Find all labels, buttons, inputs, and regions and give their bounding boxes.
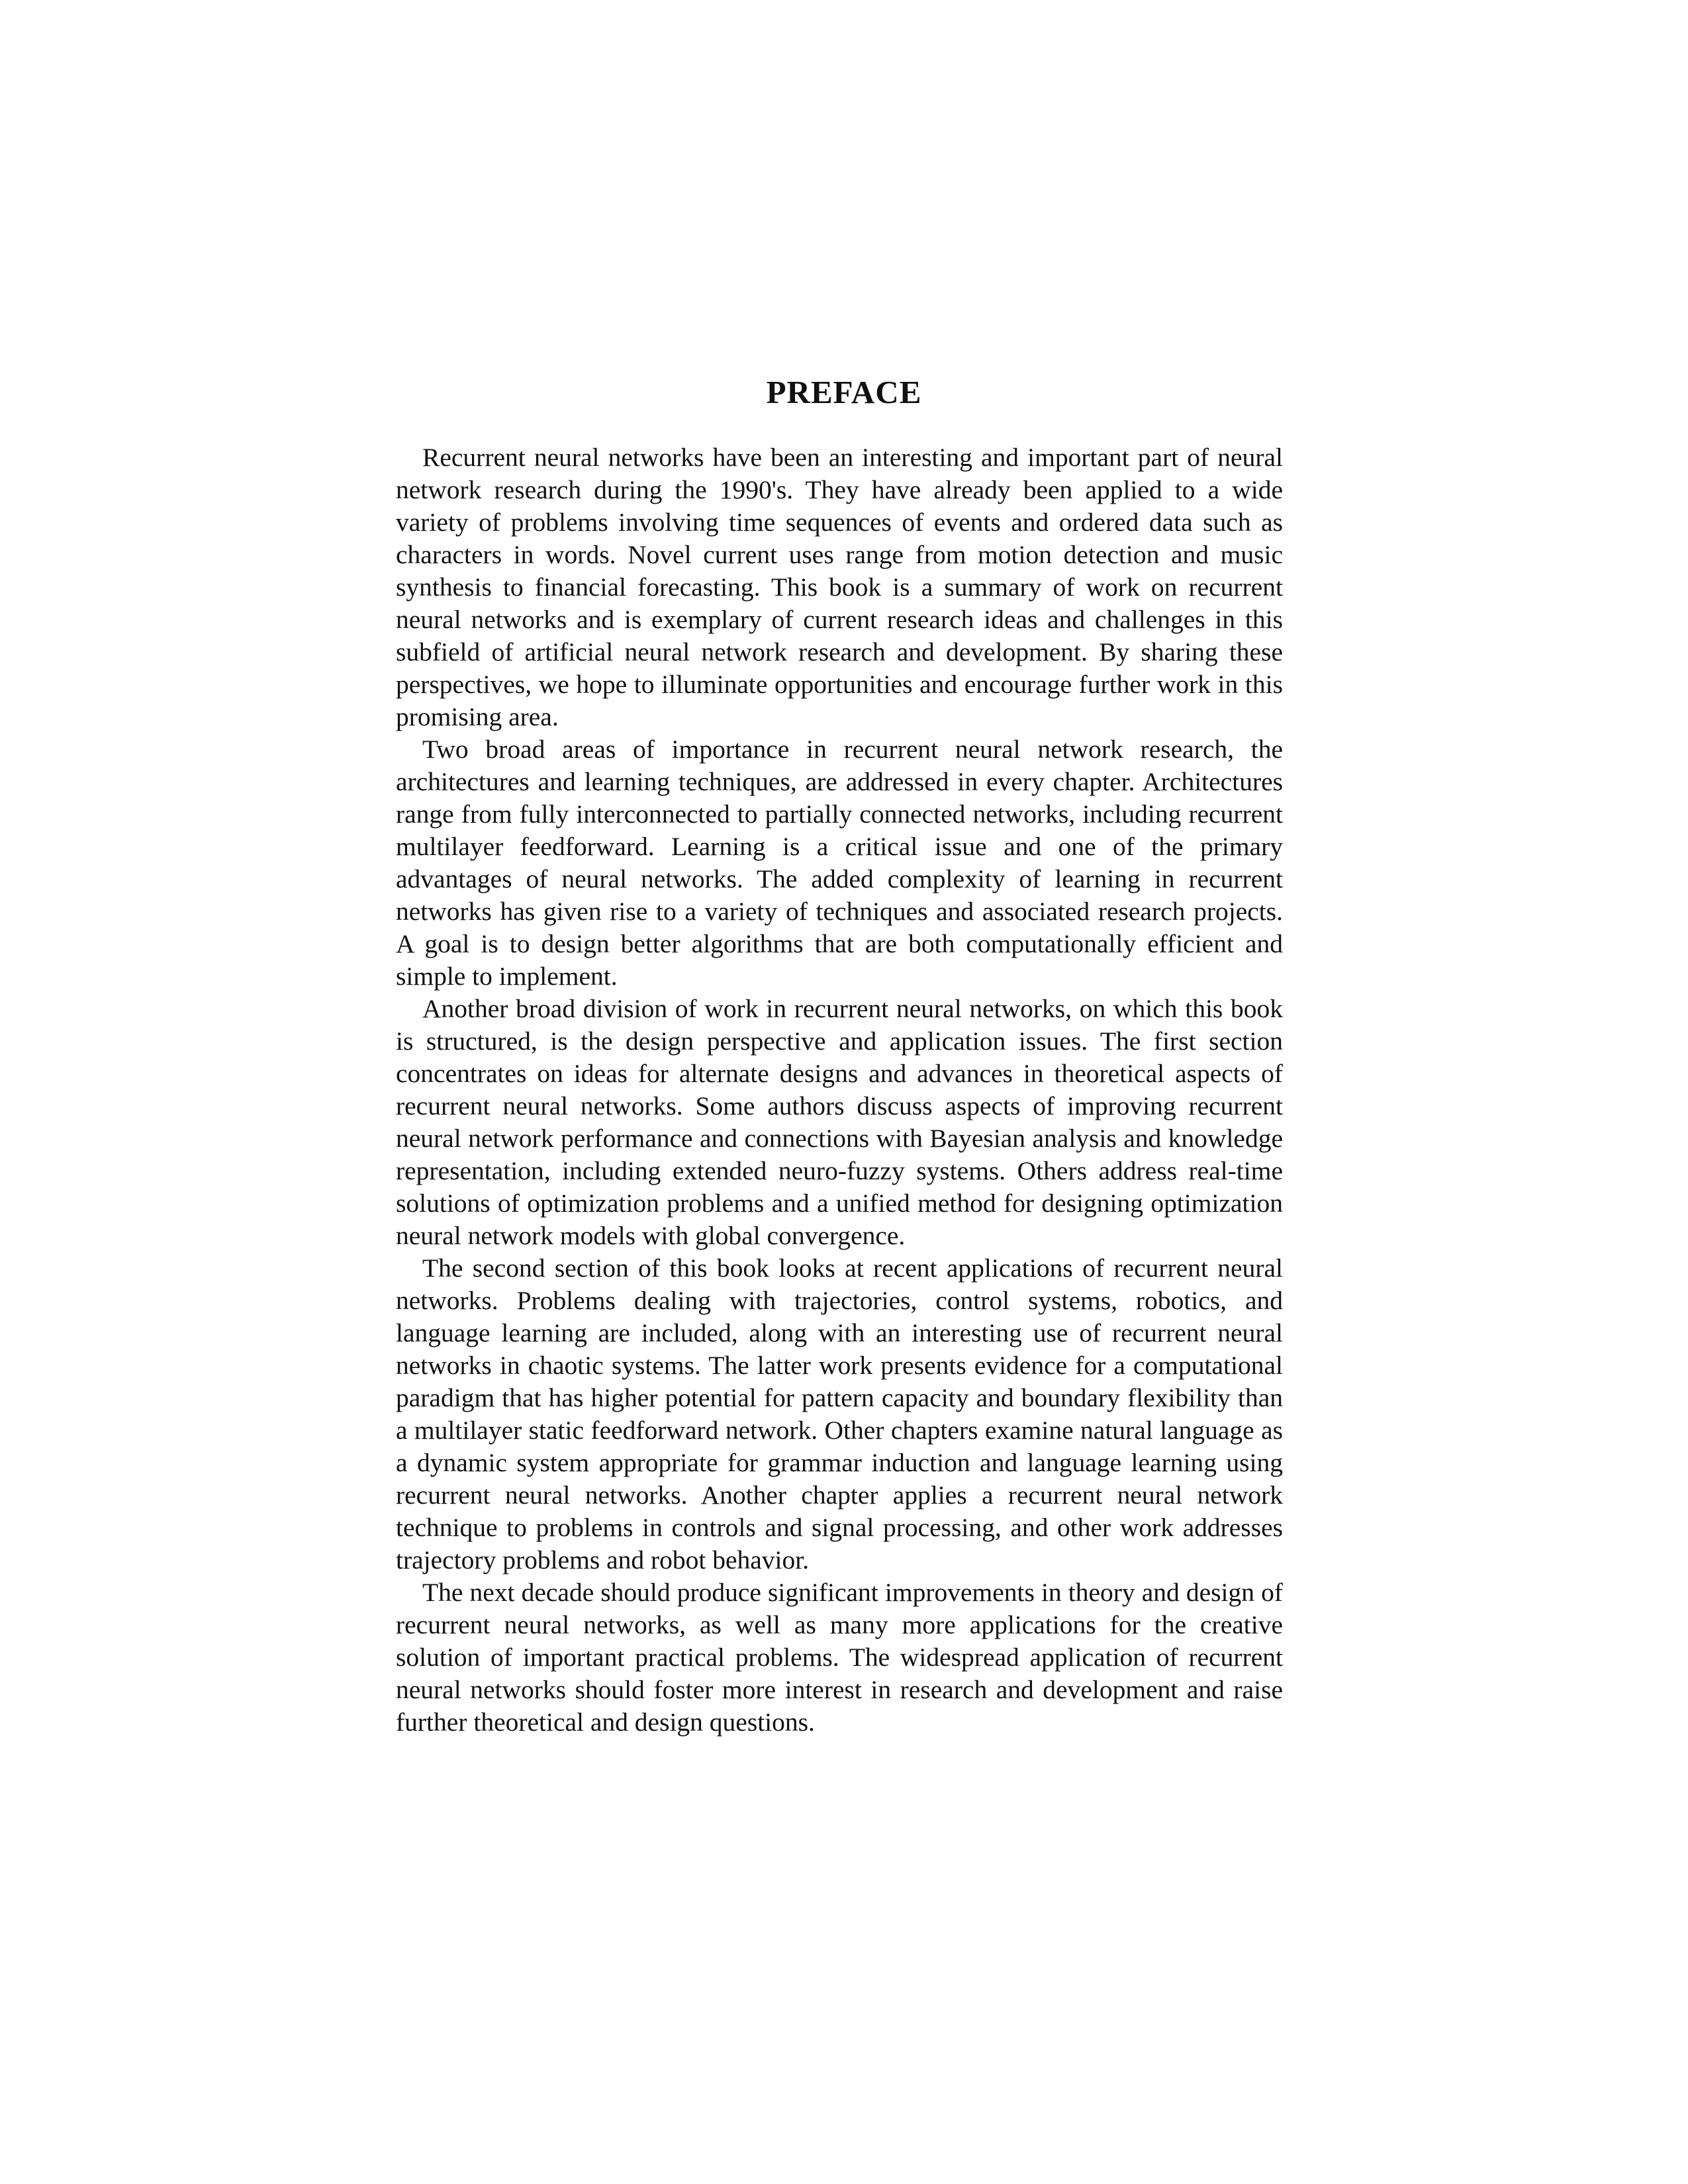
paragraph-5: The next decade should produce significant improvements in theory and design of recurrent neural networks, as well as many more applications for the creative solution of important practical problems. The widespread application of recurrent neural networks should foster more interest in research and development and raise further theoretical and design questions. [396,1578,1283,1737]
paragraph-2: Two broad areas of importance in recurrent neural network research, the architectures and learning techniques, are addressed in every chapter. Architectures range from fully interconnected to partially connected networks, including recurrent multilayer feedforward. Learning is a critical issue and one of the primary advantages of neural networks. The added complexity of learning in recurrent networks has given rise to a variety of techniques and associated research projects. A goal is to design better algorithms that are both computationally efficient and simple to implement. [396,735,1283,991]
preface-body [396,441,1283,1739]
paragraph-4: The second section of this book looks at recent applications of recurrent neural networks. Problems dealing with trajectories, control systems, robotics, and language learning are included, along with an interesting use of recurrent neural networks in chaotic systems. The latter work presents evidence for a computational paradigm that has higher potential for pattern capacity and boundary flexibility than a multilayer static feedforward network. Other chapters examine natural language as a dynamic system appropriate for grammar induction and language learning using recurrent neural networks. Another chapter applies a recurrent neural network technique to problems in controls and signal processing, and other work addresses trajectory problems and robot behavior. [396,1253,1283,1574]
paragraph-1: Recurrent neural networks have been an interesting and important part of neural network research during the 1990's. They have already been applied to a wide variety of problems involving time sequences of events and ordered data such as characters in words. Novel current uses range from motion detection and music synthesis to financial forecasting. This book is a summary of work on recurrent neural networks and is exemplary of current research ideas and challenges in this subfield of artificial neural network research and development. By sharing these perspectives, we hope to illuminate opportunities and encourage further work in this promising area. [396,443,1283,731]
page-title: PREFACE [766,374,922,410]
paragraph-3: Another broad division of work in recurrent neural networks, on which this book is structured, is the design perspective and application issues. The first section concentrates on ideas for alternate designs and advances in theoretical aspects of recurrent neural networks. Some authors discuss aspects of improving recurrent neural network performance and connections with Bayesian analysis and knowledge representation, including extended neuro-fuzzy systems. Others address real-time solutions of optimization problems and a unified method for designing optimization neural network models with global convergence. [396,994,1283,1250]
